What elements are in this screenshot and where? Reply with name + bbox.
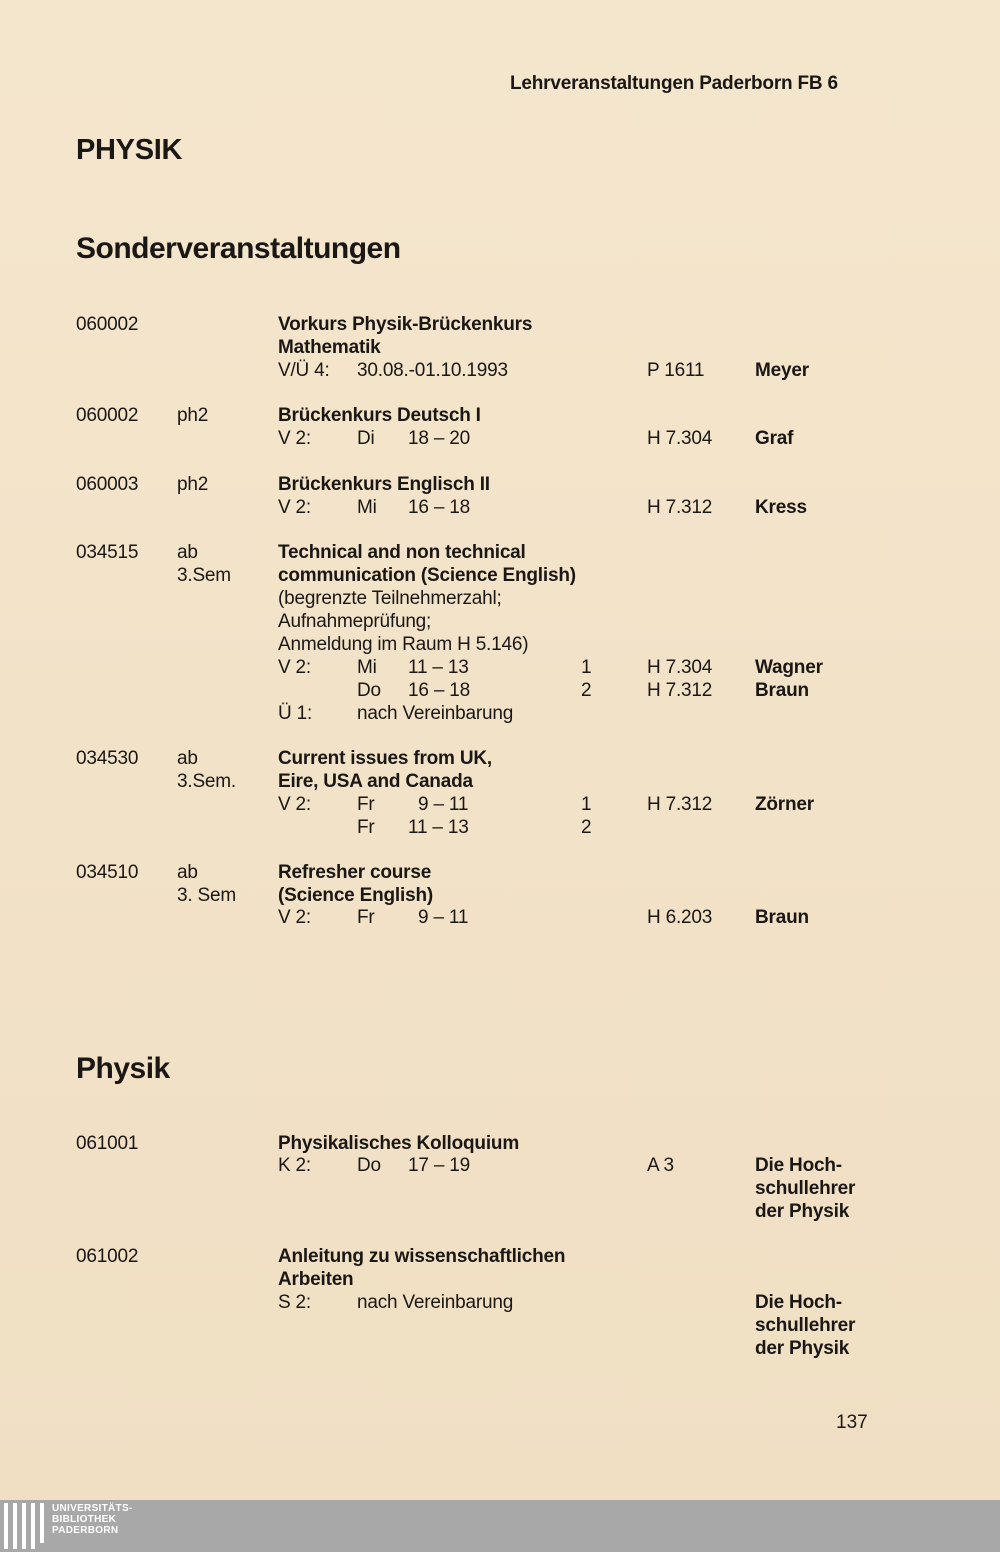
session-type: V/Ü 4: (278, 360, 330, 381)
session-type: V 2: (278, 794, 311, 815)
course-remark-line: (begrenzte Teilnehmerzahl; (278, 588, 502, 609)
session-type: V 2: (278, 907, 311, 928)
session-room: H 7.312 (647, 794, 713, 815)
session-day: nach Vereinbarung (357, 703, 514, 724)
course-title-line: (Science English) (278, 885, 433, 906)
course-title-line: Physikalisches Kolloquium (278, 1133, 520, 1154)
course-note: ph2 (177, 405, 209, 426)
session-type: S 2: (278, 1292, 311, 1313)
page-number: 137 (836, 1412, 868, 1433)
course-number: 034515 (76, 542, 139, 563)
course-title-line: Brückenkurs Englisch II (278, 474, 490, 495)
session-room: P 1611 (647, 360, 705, 381)
course-title-line: Brückenkurs Deutsch I (278, 405, 481, 426)
course-note-line: ab (177, 748, 198, 769)
lecturer-line: Die Hoch- (755, 1292, 842, 1313)
course-title-line: communication (Science English) (278, 565, 576, 586)
section-title-sonderveranstaltungen: Sonderveranstaltungen (76, 232, 401, 265)
course-note: ph2 (177, 474, 209, 495)
session-day: Do (357, 680, 381, 701)
library-footer (0, 1500, 1000, 1552)
session-time: 18 – 20 (408, 428, 470, 449)
course-number: 060002 (76, 405, 139, 426)
course-title-line: Current issues from UK, (278, 748, 492, 769)
session-group: 1 (581, 794, 592, 815)
lecturer-line: schullehrer (755, 1178, 856, 1199)
lecturer-line: Die Hoch- (755, 1155, 842, 1176)
course-note-line: 3.Sem (177, 565, 231, 586)
lecturer-name: Braun (755, 680, 809, 701)
lecturer-line: schullehrer (755, 1315, 856, 1336)
library-name-line: PADERBORN (52, 1525, 119, 1536)
course-note-line: 3.Sem. (177, 771, 236, 792)
course-number: 060002 (76, 314, 139, 335)
session-day: Fr (357, 907, 375, 928)
lecturer-line: der Physik (755, 1338, 850, 1359)
session-time: 9 – 11 (418, 907, 469, 928)
session-room: A 3 (647, 1155, 674, 1176)
session-day: Fr (357, 794, 375, 815)
lecturer-name: Graf (755, 428, 794, 449)
session-type: K 2: (278, 1155, 311, 1176)
session-room: H 7.304 (647, 657, 713, 678)
session-day: Mi (357, 497, 377, 518)
session-type: V 2: (278, 497, 311, 518)
session-type: V 2: (278, 657, 311, 678)
course-title-line: Refresher course (278, 862, 432, 883)
session-day: Fr (357, 817, 375, 838)
course-number: 034510 (76, 862, 139, 883)
session-date: 30.08.-01.10.1993 (357, 360, 508, 381)
course-title-line: Vorkurs Physik-Brückenkurs (278, 314, 533, 335)
library-logo-icon (4, 1503, 46, 1549)
course-title-line: Arbeiten (278, 1269, 354, 1290)
course-number: 034530 (76, 748, 139, 769)
session-time: 11 – 13 (408, 817, 469, 838)
session-time: 17 – 19 (408, 1155, 470, 1176)
session-room: H 7.304 (647, 428, 713, 449)
session-time: 16 – 18 (408, 497, 470, 518)
library-name-line: UNIVERSITÄTS- (52, 1503, 133, 1514)
session-room: H 7.312 (647, 680, 713, 701)
session-time: 11 – 13 (408, 657, 469, 678)
session-time: 16 – 18 (408, 680, 470, 701)
course-note-line: ab (177, 862, 198, 883)
course-title-line: Anleitung zu wissenschaftlichen (278, 1246, 566, 1267)
session-day: Mi (357, 657, 377, 678)
lecturer-line: der Physik (755, 1201, 850, 1222)
department-title: PHYSIK (76, 134, 183, 166)
library-name (52, 1503, 133, 1536)
running-header: Lehrveranstaltungen Paderborn FB 6 (510, 73, 838, 94)
lecturer-name: Wagner (755, 657, 823, 678)
session-room: H 6.203 (647, 907, 713, 928)
library-name-line: BIBLIOTHEK (52, 1514, 117, 1525)
course-number: 061001 (76, 1133, 139, 1154)
session-day: Do (357, 1155, 381, 1176)
session-day: Di (357, 428, 375, 449)
lecturer-name: Zörner (755, 794, 814, 815)
course-number: 061002 (76, 1246, 139, 1267)
section-title-physik: Physik (76, 1052, 170, 1085)
lecturer-name: Braun (755, 907, 809, 928)
course-remark-line: Aufnahmeprüfung; (278, 611, 432, 632)
course-title-line: Eire, USA and Canada (278, 771, 473, 792)
course-title-line: Technical and non technical (278, 542, 526, 563)
session-group: 2 (581, 680, 592, 701)
course-title-line: Mathematik (278, 337, 381, 358)
session-group: 2 (581, 817, 592, 838)
lecturer-name: Kress (755, 497, 807, 518)
course-note-line: ab (177, 542, 198, 563)
course-note-line: 3. Sem (177, 885, 236, 906)
session-type: V 2: (278, 428, 311, 449)
course-number: 060003 (76, 474, 139, 495)
lecturer-name: Meyer (755, 360, 809, 381)
session-day: nach Vereinbarung (357, 1292, 514, 1313)
session-group: 1 (581, 657, 592, 678)
session-room: H 7.312 (647, 497, 713, 518)
session-type: Ü 1: (278, 703, 313, 724)
course-remark-line: Anmeldung im Raum H 5.146) (278, 634, 529, 655)
session-time: 9 – 11 (418, 794, 469, 815)
